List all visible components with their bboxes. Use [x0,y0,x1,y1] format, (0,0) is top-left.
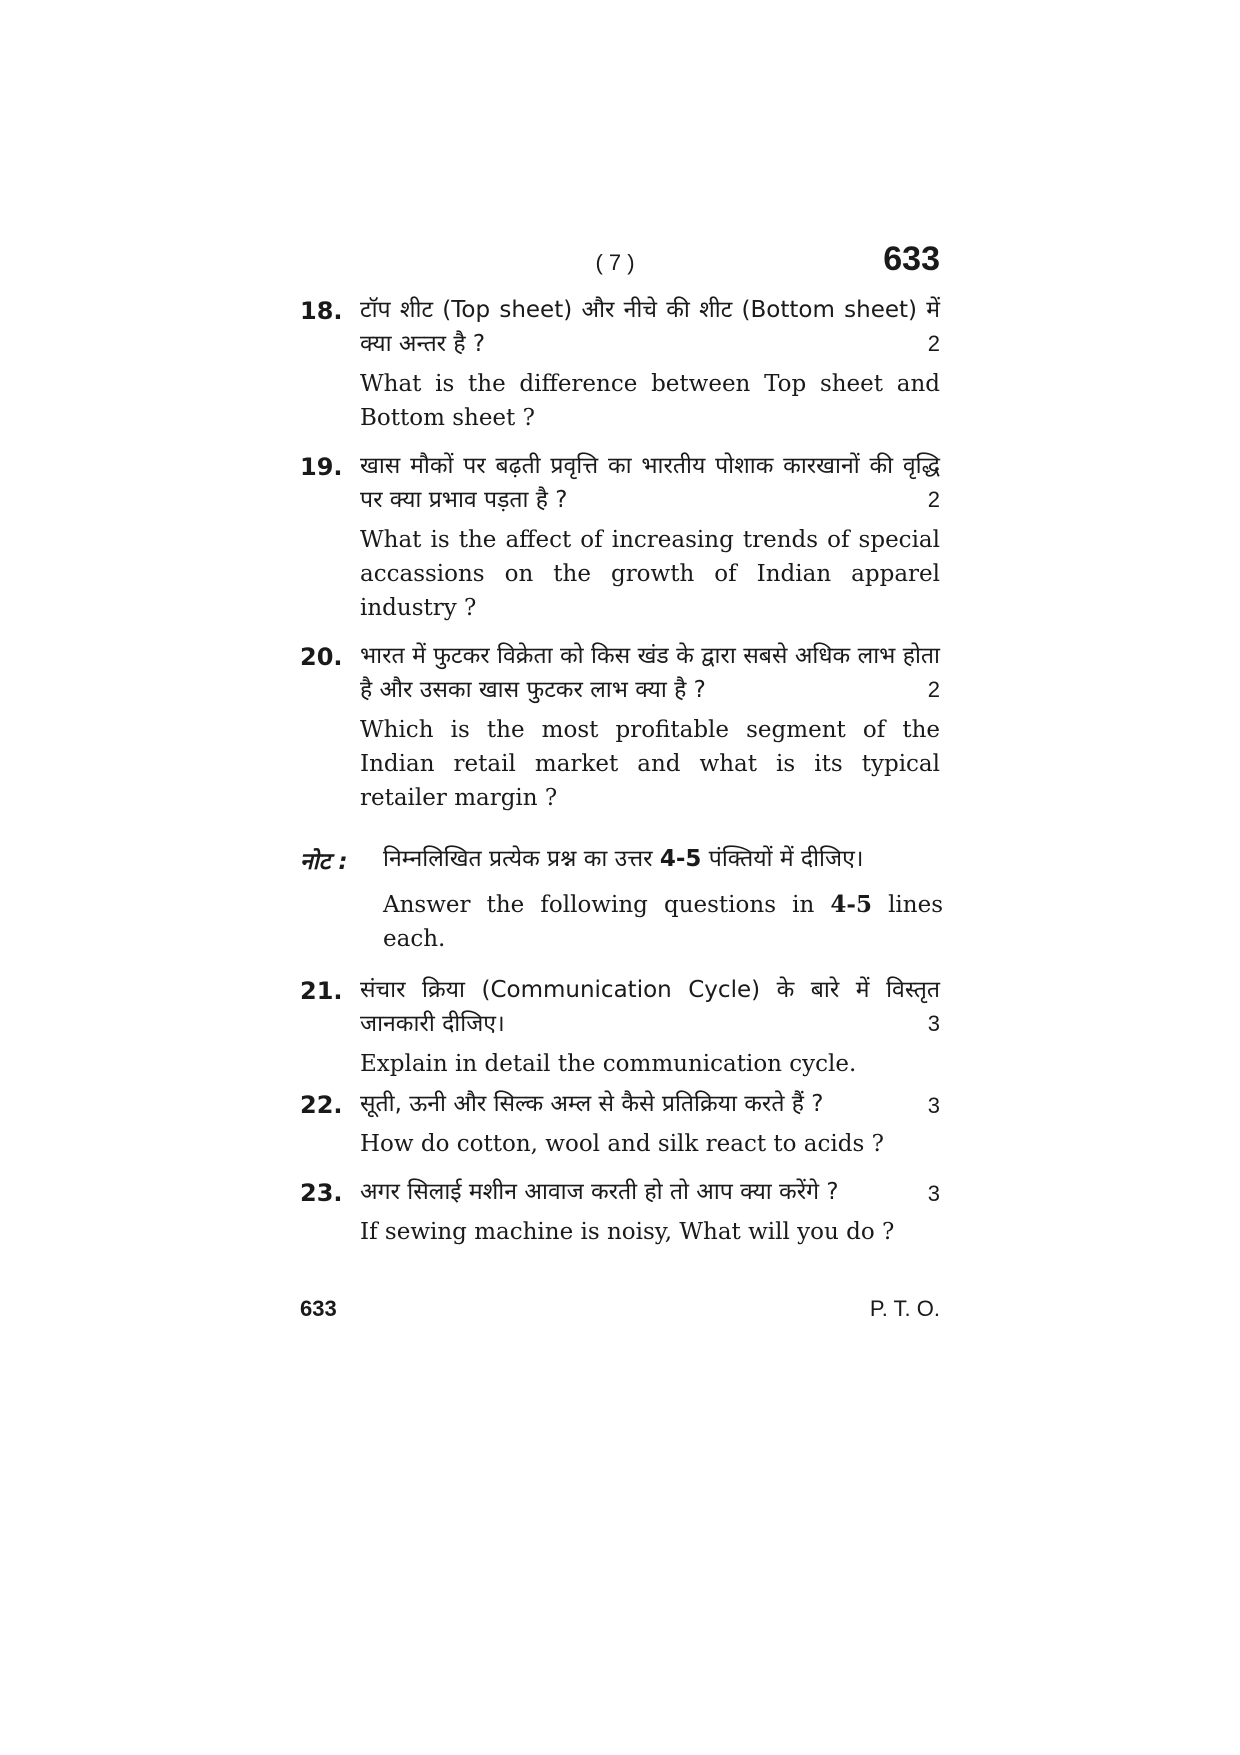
question-english: How do cotton, wool and silk react to acids ? [360,1131,884,1157]
question-english: Which is the most profitable segment of the Indian retail market and what is its typical retailer margin ? [360,717,940,811]
question-marks: 2 [927,677,940,702]
paper-code-bottom: 633 [300,1296,337,1321]
please-turn-over: P. T. O. [869,1296,940,1321]
note-english [383,888,943,956]
question-hindi: खास मौकों पर बढ़ती प्रवृत्ति का भारतीय पोशाक कारखानों की वृद्धि पर क्या प्रभाव पड़ता है ? [360,453,940,513]
question-english: What is the difference between Top sheet and Bottom sheet ? [360,371,940,431]
question-marks: 3 [927,1181,940,1206]
question-hindi: अगर सिलाई मशीन आवाज करती हो तो आप क्या करेंगे ? [360,1179,839,1205]
question-hindi: टॉप शीट (Top sheet) और नीचे की शीट (Bottom sheet) में क्या अन्तर है ? [360,297,940,357]
question-marks: 3 [927,1011,940,1036]
question-hindi: भारत में फुटकर विक्रेता को किस खंड के द्वारा सबसे अधिक लाभ होता है और उसका खास फुटकर लाभ क्या है ? [360,643,940,703]
note-english-text-end: lines each. [383,892,944,952]
note-label: नोट : [300,849,348,875]
question-number: 18. [300,297,343,325]
note-english-text: Answer the following questions in [383,892,815,918]
paper-code-top: 633 [883,240,940,278]
question-marks: 3 [927,1093,940,1118]
question-english: What is the affect of increasing trends of special accassions on the growth of Indian apparel industry ? [360,527,940,621]
question-number: 19. [300,453,343,481]
question-english: If sewing machine is noisy, What will you do ? [360,1219,895,1245]
question-number: 23. [300,1179,343,1207]
question-hindi: संचार क्रिया (Communication Cycle) के बारे में विस्तृत जानकारी दीजिए। [360,977,940,1037]
question-number: 20. [300,643,343,671]
note-hindi-text: निम्नलिखित प्रत्येक प्रश्न का उत्तर [383,846,653,872]
page-number: ( 7 ) [595,250,635,275]
question-marks: 2 [927,331,940,356]
question-hindi: सूती, ऊनी और सिल्क अम्ल से कैसे प्रतिक्रिया करते हैं ? [360,1091,824,1117]
note-hindi-text-end: पंक्तियों में दीजिए। [708,846,864,872]
question-english: Explain in detail the communication cycle. [360,1051,857,1077]
question-number: 22. [300,1091,343,1119]
question-marks: 2 [927,487,940,512]
note-hindi [383,842,943,876]
note-english-lines: 4-5 [830,891,872,918]
question-number: 21. [300,977,343,1005]
note-hindi-lines: 4-5 [659,846,702,872]
